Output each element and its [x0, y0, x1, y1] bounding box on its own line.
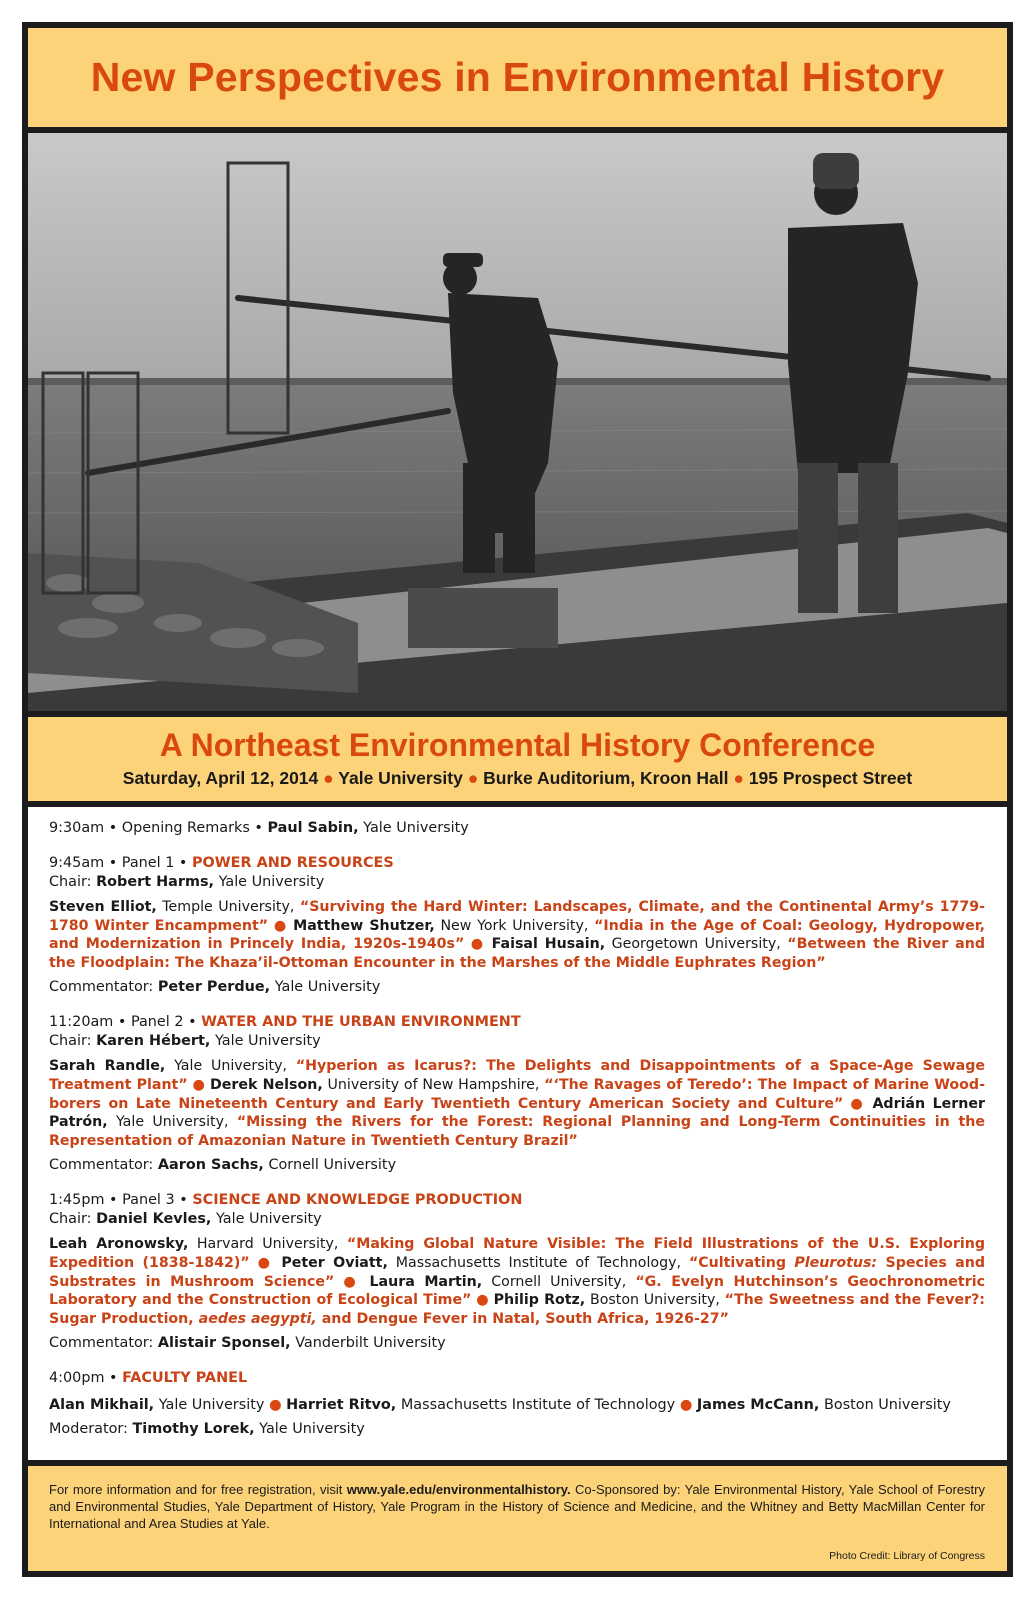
- title-band: [28, 28, 1007, 130]
- panel2-header: 11:20am • Panel 2 • WATER AND THE URBAN ENVIRONMENT: [49, 1014, 521, 1031]
- panel1-papers: Steven Elliot, Temple University, “Surviving the Hard Winter: Landscapes, Climate, and the Continental Army’s 1779-1780 Winter Encampment” ● Matthew Shutzer, New York University, “India in the Age of Coal: Geology, Hydropower, and Modernization in Princely India, 1920s-1940s” ● Faisal Husain, Georgetown University, “Between the River and the Floodplain: The Khaza’il-Ottoman Encounter in the Marshes of the Middle Euphrates Region”: [49, 899, 986, 971]
- conference-location: Burke Auditorium, Kroon Hall: [483, 768, 729, 788]
- footer-text: For more information and for free registration, visit www.yale.edu/environmentalhistory. Co-Sponsored by: Yale Environmental History, Yale School of Forestry and Environmental Studies, Yale Department of History, Yale Program in the History of Science and Medicine, and the Whitney and Betty MacMillan Center for International and Area Studies at Yale.: [49, 1482, 985, 1531]
- panel3-papers: Leah Aronowsky, Harvard University, “Making Global Nature Visible: The Field Illustrations of the U.S. Exploring Expedition (1838-1842)” ● Peter Oviatt, Massachusetts Institute of Technology, “Cultivating Pleurotus: Species and Substrates in Mushroom Science” ● Laura Martin, Cornell University, “G. Evelyn Hutchinson’s Geochronometric Laboratory and the Construction of Ecological Time” ● Philip Rotz, Boston University, “The Sweetness and the Fever?: Sugar Production, aedes aegypti, and Dengue Fever in Natal, South Africa, 1926-27”: [49, 1236, 986, 1327]
- panel1-commentator: Commentator: Peter Perdue, Yale University: [49, 979, 381, 996]
- footer: [28, 1466, 1007, 1571]
- photo-illustration: [28, 133, 1007, 711]
- panel3-header: 1:45pm • Panel 3 • SCIENCE AND KNOWLEDGE PRODUCTION: [49, 1192, 523, 1209]
- panel2-papers: Sarah Randle, Yale University, “Hyperion as Icarus?: The Delights and Disappointments of a Space-Age Sewage Treatment Plant” ● Derek Nelson, University of New Hampshire, “‘The Ravages of Teredo’: The Impact of Marine Wood-borers on Late Nineteenth Century and Early Twentieth Century American Society and Culture” ● Adrián Lerner Patrón, Yale University, “Missing the Rivers for the Forest: Regional Planning and Long-Term Continuities in the Representation of Amazonian Nature in Twentieth Century Brazil”: [49, 1058, 985, 1149]
- faculty-header: 4:00pm • FACULTY PANEL: [49, 1370, 248, 1387]
- opening-session: 9:30am • Opening Remarks • Paul Sabin, Yale University: [49, 820, 469, 836]
- poster-frame: [22, 22, 1013, 1577]
- panel3-commentator: Commentator: Alistair Sponsel, Vanderbilt University: [49, 1335, 446, 1352]
- conference-band: [28, 717, 1007, 801]
- panel3-chair: Chair: Daniel Kevles, Yale University: [49, 1211, 322, 1228]
- program-schedule: [28, 807, 1007, 1460]
- conference-details: Saturday, April 12, 2014 ● Yale University ● Burke Auditorium, Kroon Hall ● 195 Prospect Street: [122, 768, 913, 788]
- panel2-chair: Chair: Karen Hébert, Yale University: [49, 1033, 321, 1050]
- faculty-moderator: Moderator: Timothy Lorek, Yale University: [49, 1421, 365, 1438]
- page-title: New Perspectives in Environmental History: [90, 54, 945, 100]
- faculty-panelists: Alan Mikhail, Yale University ● Harriet Ritvo, Massachusetts Institute of Technology ● James McCann, Boston University: [49, 1397, 951, 1414]
- photo-credit: Photo Credit: Library of Congress: [829, 1550, 985, 1562]
- conference-title: A Northeast Environmental History Conference: [159, 727, 876, 763]
- panel1-chair: Chair: Robert Harms, Yale University: [49, 874, 325, 890]
- footer-url-link[interactable]: www.yale.edu/environmentalhistory.: [346, 1482, 571, 1497]
- panel1-header: 9:45am • Panel 1 • POWER AND RESOURCES: [49, 855, 394, 871]
- conference-date: Saturday, April 12, 2014: [122, 768, 319, 788]
- panel2-commentator: Commentator: Aaron Sachs, Cornell University: [49, 1157, 397, 1174]
- oystermen-photo: [28, 133, 1007, 711]
- conference-address: 195 Prospect Street: [748, 768, 913, 788]
- conference-venue: Yale University: [338, 768, 463, 788]
